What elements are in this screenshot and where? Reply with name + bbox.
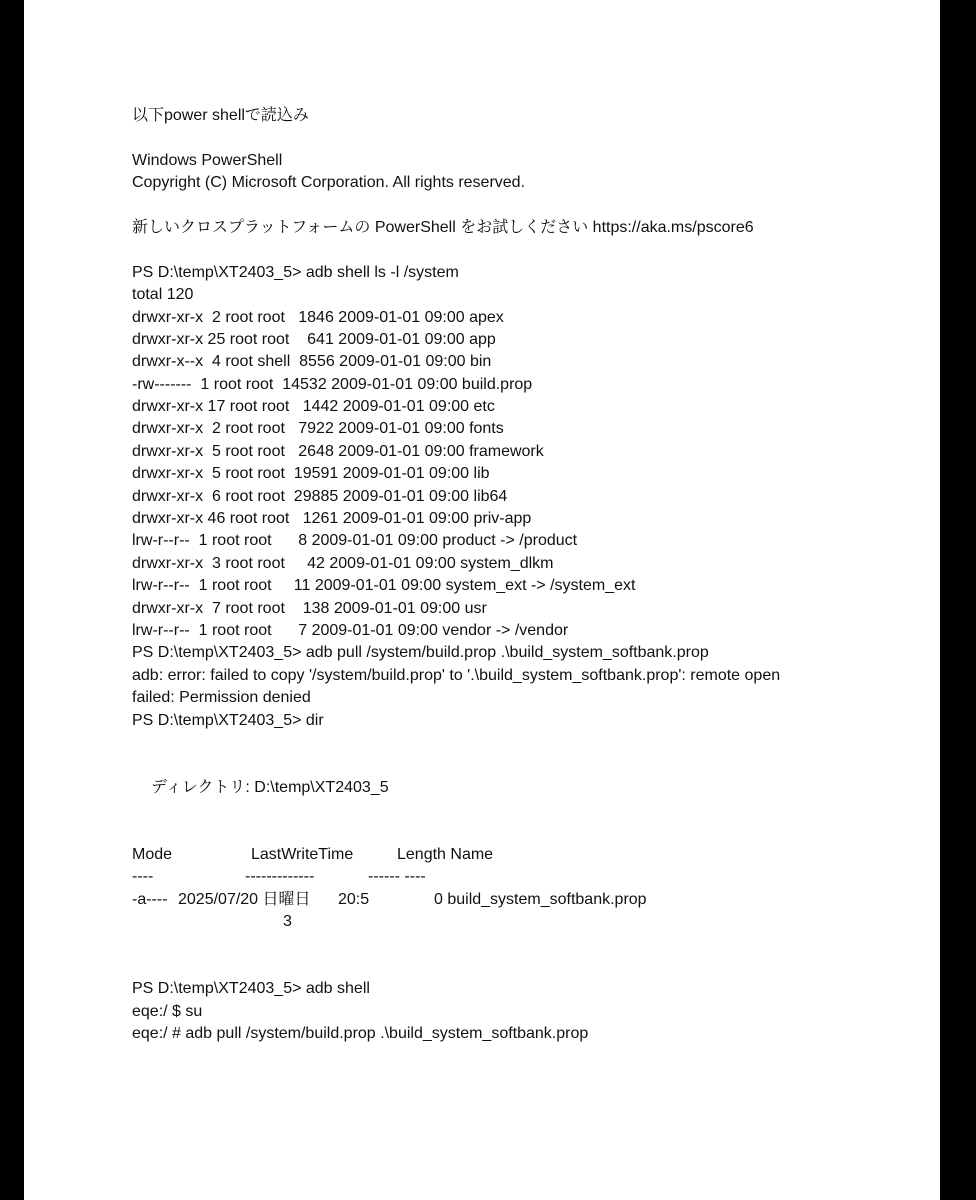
underline-lastwritetime: ------------- bbox=[245, 868, 315, 886]
console-line: drwxr-xr-x 3 root root 42 2009-01-01 09:00 system_dlkm bbox=[132, 554, 554, 572]
ps-notice-line: 新しいクロスプラットフォームの PowerShell をお試しください https://aka.ms/pscore6 bbox=[132, 218, 754, 236]
console-line: drwxr-xr-x 7 root root 138 2009-01-01 09:00 usr bbox=[132, 599, 487, 617]
ps-copyright-line: Copyright (C) Microsoft Corporation. All rights reserved. bbox=[132, 174, 526, 192]
entry-mode: -a---- bbox=[132, 890, 168, 908]
header-mode: Mode bbox=[132, 845, 173, 863]
console-line: PS D:\temp\XT2403_5> adb pull /system/build.prop .\build_system_softbank.prop bbox=[132, 644, 709, 662]
dir-table-row-wrap bbox=[132, 911, 912, 933]
dir-table bbox=[132, 844, 912, 934]
console-line: drwxr-xr-x 2 root root 1846 2009-01-01 09:00 apex bbox=[132, 308, 504, 326]
console-line: drwxr-x--x 4 root shell 8556 2009-01-01 09:00 bin bbox=[132, 353, 492, 371]
console-line: adb: error: failed to copy '/system/build.prop' to '.\build_system_softbank.prop': remote open bbox=[132, 666, 781, 684]
session1-output bbox=[132, 262, 912, 732]
underline-length-name: ------ ---- bbox=[368, 868, 426, 886]
console-line: lrw-r--r-- 1 root root 8 2009-01-01 09:00 product -> /product bbox=[132, 532, 578, 550]
console-line: eqe:/ # adb pull /system/build.prop .\build_system_softbank.prop bbox=[132, 1025, 589, 1043]
dir-table-header bbox=[132, 844, 912, 866]
header-length-name: Length Name bbox=[397, 845, 494, 863]
dir-heading: ディレクトリ: D:\temp\XT2403_5 bbox=[151, 778, 389, 796]
entry-time-wrap: 3 bbox=[283, 913, 292, 931]
console-line: -rw------- 1 root root 14532 2009-01-01 09:00 build.prop bbox=[132, 375, 533, 393]
console-line: PS D:\temp\XT2403_5> adb shell bbox=[132, 980, 370, 998]
session2-output bbox=[132, 978, 912, 1045]
entry-time: 20:5 bbox=[338, 890, 370, 908]
console-line: lrw-r--r-- 1 root root 11 2009-01-01 09:00 system_ext -> /system_ext bbox=[132, 577, 636, 595]
ps-header-line: Windows PowerShell bbox=[132, 151, 283, 169]
document-page bbox=[24, 0, 940, 1200]
entry-length-name: 0 build_system_softbank.prop bbox=[434, 890, 647, 908]
console-line: drwxr-xr-x 17 root root 1442 2009-01-01 09:00 etc bbox=[132, 398, 495, 416]
console-line: drwxr-xr-x 5 root root 2648 2009-01-01 09:00 framework bbox=[132, 442, 544, 460]
intro-text: 以下power shellで読込み bbox=[132, 107, 309, 124]
console-line: drwxr-xr-x 6 root root 29885 2009-01-01 09:00 lib64 bbox=[132, 487, 508, 505]
console-line: failed: Permission denied bbox=[132, 689, 311, 707]
dir-table-underline bbox=[132, 866, 912, 888]
console-line: drwxr-xr-x 25 root root 641 2009-01-01 09:00 app bbox=[132, 330, 496, 348]
header-lastwritetime: LastWriteTime bbox=[251, 845, 354, 863]
document-body bbox=[132, 105, 912, 1045]
console-line: PS D:\temp\XT2403_5> adb shell ls -l /system bbox=[132, 263, 459, 281]
entry-date: 2025/07/20 日曜日 bbox=[178, 890, 311, 908]
underline-mode: ---- bbox=[132, 868, 154, 886]
console-line: total 120 bbox=[132, 286, 194, 304]
console-line: drwxr-xr-x 46 root root 1261 2009-01-01 09:00 priv-app bbox=[132, 510, 532, 528]
console-line: lrw-r--r-- 1 root root 7 2009-01-01 09:00 vendor -> /vendor bbox=[132, 621, 569, 639]
console-line: drwxr-xr-x 2 root root 7922 2009-01-01 09:00 fonts bbox=[132, 420, 504, 438]
console-line: eqe:/ $ su bbox=[132, 1002, 203, 1020]
dir-table-row bbox=[132, 889, 912, 911]
console-line: drwxr-xr-x 5 root root 19591 2009-01-01 09:00 lib bbox=[132, 465, 490, 483]
console-line: PS D:\temp\XT2403_5> dir bbox=[132, 711, 324, 729]
